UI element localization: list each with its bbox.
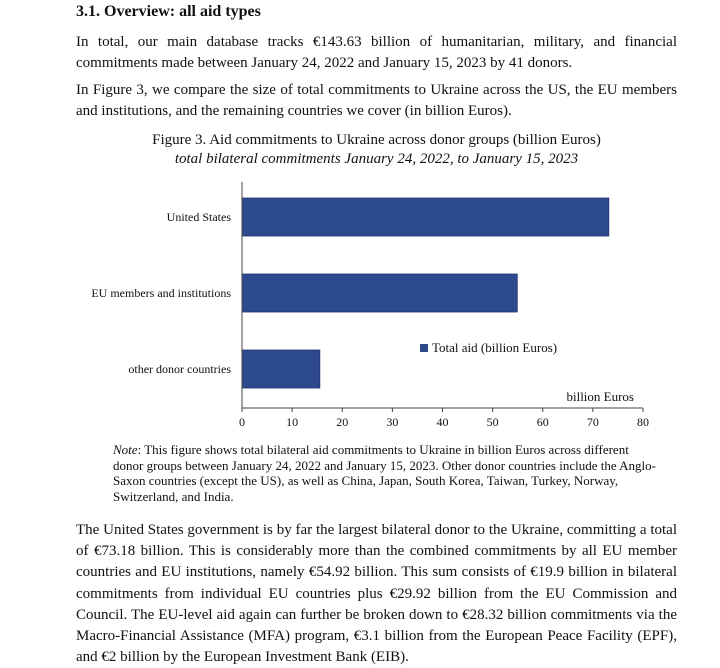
legend-label: Total aid (billion Euros)	[432, 340, 558, 355]
legend-swatch	[420, 344, 428, 352]
figure-subtitle: total bilateral commitments January 24, 2022, to January 15, 2023	[174, 151, 579, 167]
bar-eu-members-and-institutions	[242, 274, 517, 312]
note-label: Note	[113, 442, 138, 457]
figure-title: Figure 3. Aid commitments to Ukraine across donor groups (billion Euros)	[152, 132, 601, 148]
x-tick-label: 10	[286, 415, 299, 429]
bar-chart	[0, 168, 720, 438]
x-tick-label: 50	[486, 415, 499, 429]
x-tick-label: 30	[386, 415, 399, 429]
note-text: : This figure shows total bilateral aid commitments to Ukraine in billion Euros across different donor groups between January 24, 2022 and January 15, 2023. Other donor countries include the Anglo-Saxon countries (except the US), as well as China, Japan, South Korea, Taiwan, Turkey, Norway, Switzerland, and India.	[113, 442, 656, 504]
paragraph-figure-intro: In Figure 3, we compare the size of total commitments to Ukraine across the US, the EU members and institutions, and the remaining countries we cover (in billion Euros).	[76, 82, 677, 119]
category-label: EU members and institutions	[91, 286, 231, 300]
x-tick-label: 60	[536, 415, 549, 429]
paragraph-us-donor: The United States government is by far the largest bilateral donor to the Ukraine, committing a total of €73.18 billion. This is considerably more than the combined commitments by all EU member countries and EU institutions, namely €54.92 billion. This sum consists of €19.9 billion in bilateral commitments from individual EU countries plus €29.92 billion from the EU Commission and Council. The EU-level aid again can further be broken down to €28.32 billion commitments via the Macro-Financial Assistance (MFA) program, €3.1 billion from the European Peace Facility (EPF), and €2 billion by the European Investment Bank (EIB).	[76, 522, 677, 666]
figure-note	[113, 442, 658, 504]
x-tick-label: 70	[586, 415, 599, 429]
paragraph-total-overview: In total, our main database tracks €143.63 billion of humanitarian, military, and financial commitments made between January 24, 2022 and January 15, 2023 by 41 donors.	[76, 34, 677, 71]
x-tick-label: 40	[436, 415, 449, 429]
category-label: United States	[166, 210, 231, 224]
section-heading: 3.1. Overview: all aid types	[76, 3, 261, 20]
category-label: other donor countries	[128, 362, 231, 376]
x-tick-label: 80	[637, 415, 649, 429]
x-tick-label: 20	[336, 415, 349, 429]
x-axis-label: billion Euros	[566, 389, 634, 404]
bar-other-donor-countries	[242, 350, 320, 388]
x-tick-label: 0	[239, 415, 245, 429]
bar-united-states	[242, 198, 609, 236]
